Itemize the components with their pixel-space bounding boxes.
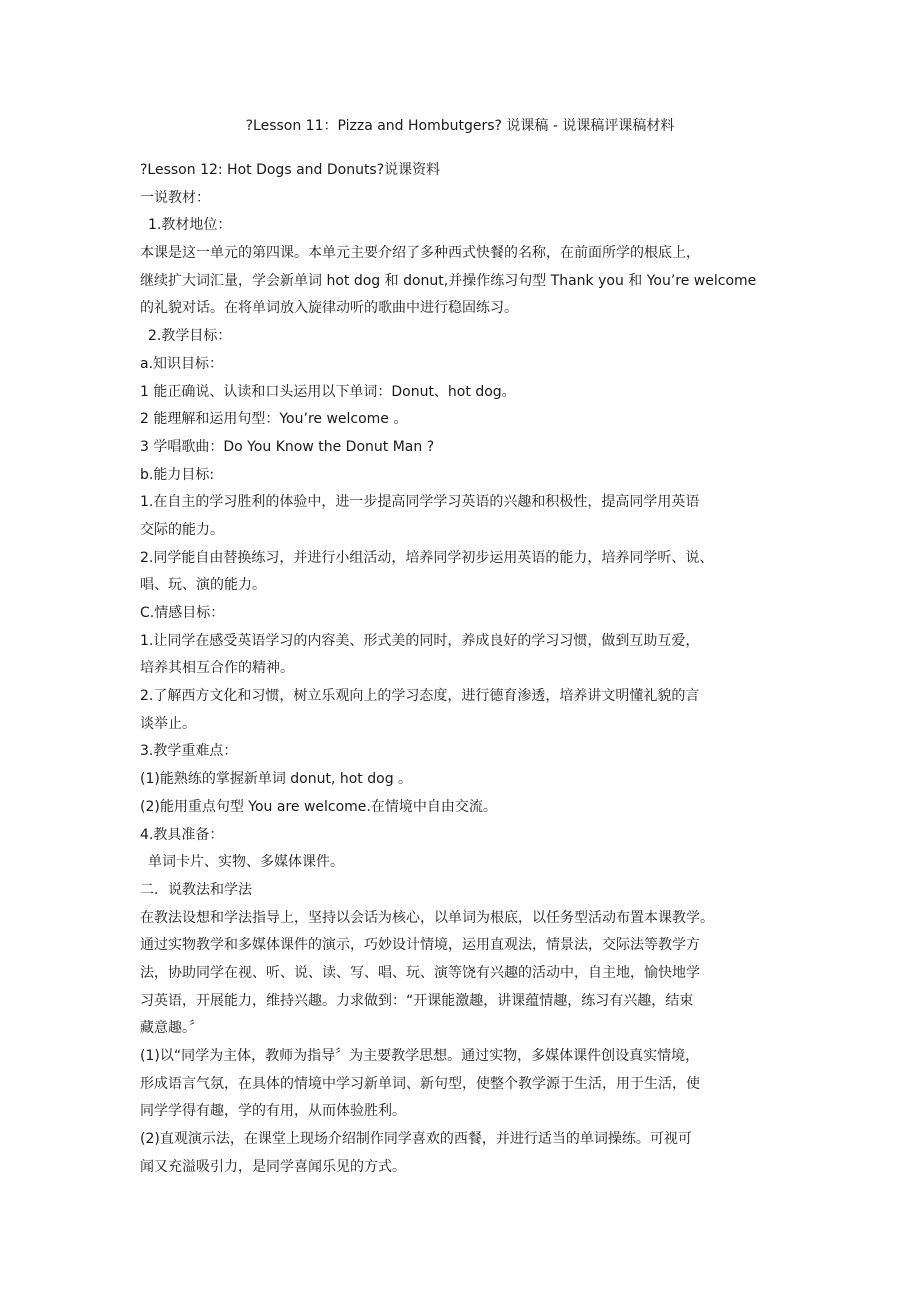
text-line: (2)直观演示法，在课堂上现场介绍制作同学喜欢的西餐，并进行适当的单词操练。可视可 [140, 1131, 692, 1148]
text-line: (1)以“同学为主体，教师为指导〞为主要教学思想。通过实物，多媒体课件创设真实情境， [140, 1048, 700, 1064]
text-line: 培养其相互合作的精神。 [140, 660, 294, 677]
text-line: C.情感目标： [140, 605, 225, 621]
text-line: 3 学唱歌曲：Do You Know the Donut Man ? [140, 438, 435, 455]
text-line: 2.教学目标： [148, 328, 232, 345]
text-line: 通过实物教学和多媒体课件的演示，巧妙设计情境，运用直观法，情景法，交际法等教学方 [140, 937, 700, 954]
text-line: 同学学得有趣，学的有用，从而体验胜利。 [140, 1103, 406, 1120]
text-line: 3.教学重难点： [140, 743, 238, 760]
text-line: 藏意趣。〞 [140, 1020, 203, 1037]
text-line: 一说教材： [140, 189, 210, 206]
text-line: 1 能正确说、认读和口头运用以下单词：Donut、hot dog。 [140, 383, 516, 400]
text-line: 继续扩大词汇量，学会新单词 hot dog 和 donut,并操作练习句型 Thank you 和 You’re welcome [140, 272, 757, 289]
text-line: 唱、玩、演的能力。 [140, 577, 266, 594]
text-line: 2.了解西方文化和习惯，树立乐观向上的学习态度，进行德育渗透，培养讲文明懂礼貌的言 [140, 688, 700, 705]
text-line: 在教法设想和学法指导上，坚持以会话为核心，以单词为根底，以任务型活动布置本课教学。 [140, 909, 714, 926]
document-title: ?Lesson 11：Pizza and Hombutgers? 说课稿 - 说课稿评课稿材料 [245, 118, 675, 134]
text-line: 习英语，开展能力，维持兴趣。力求做到：“开课能激趣，讲课蕴情趣，练习有兴趣，结束 [140, 992, 694, 1009]
text-line: 交际的能力。 [140, 521, 224, 538]
text-line: 1.教材地位： [148, 217, 232, 234]
text-line: b.能力目标: [140, 466, 215, 483]
text-line: ?Lesson 12: Hot Dogs and Donuts?说课资料 [140, 162, 441, 178]
text-line: 本课是这一单元的第四课。本单元主要介绍了多种西式快餐的名称，在前面所学的根底上， [140, 245, 700, 262]
document-body [140, 157, 790, 1181]
text-line: 1.让同学在感受英语学习的内容美、形式美的同时，养成良好的学习习惯，做到互助互爱， [140, 632, 700, 649]
text-line: 谈举止。 [140, 715, 196, 732]
text-line: a.知识目标： [140, 355, 224, 372]
text-line: 闻又充溢吸引力，是同学喜闻乐见的方式。 [140, 1158, 406, 1175]
text-line: (2)能用重点句型 You are welcome.在情境中自由交流。 [140, 798, 497, 815]
text-line: 2.同学能自由替换练习，并进行小组活动，培养同学初步运用英语的能力，培养同学听、说、 [140, 549, 714, 566]
text-line: 二．说教法和学法 [140, 881, 252, 898]
text-line: 4.教具准备： [140, 826, 224, 843]
text-line: 的礼貌对话。在将单词放入旋律动听的歌曲中进行稳固练习。 [140, 300, 518, 317]
text-line: 1.在自主的学习胜利的体验中，进一步提高同学学习英语的兴趣和积极性，提高同学用英语 [140, 494, 700, 511]
text-line: 法，协助同学在视、听、说、读、写、唱、玩、演等饶有兴趣的活动中，自主地，愉快地学 [140, 964, 700, 981]
text-line: 形成语言气氛，在具体的情境中学习新单词、新句型，使整个教学源于生活，用于生活，使 [140, 1075, 700, 1092]
text-line: 2 能理解和运用句型：You’re welcome 。 [140, 411, 408, 428]
text-line: 单词卡片、实物、多媒体课件。 [148, 854, 344, 871]
text-line: (1)能熟练的掌握新单词 donut, hot dog 。 [140, 771, 413, 788]
